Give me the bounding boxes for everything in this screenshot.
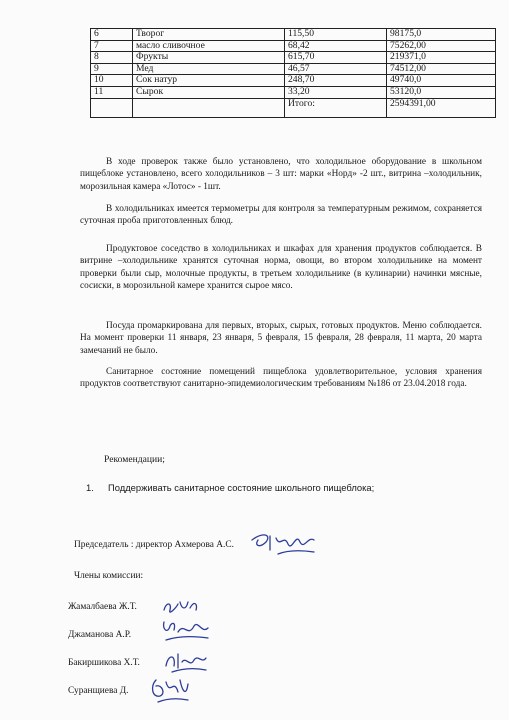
table-row <box>91 40 496 52</box>
table-row <box>91 29 496 41</box>
product-name: Фрукты <box>133 52 285 64</box>
member-name: Жамалбаева Ж.Т. <box>68 602 137 612</box>
product-sum: 98175,0 <box>387 29 496 41</box>
total-label: Итого: <box>285 98 387 117</box>
product-name: Мед <box>133 63 285 75</box>
table-row <box>91 86 496 98</box>
table-row <box>91 75 496 87</box>
paragraph-dishes: Посуда промаркирована для первых, вторых, сырых, готовых продуктов. Меню соблюдается. На момент проверки 11 января, 23 января, 5 февраля, 15 февраля, 28 февраля, 11 марта, 20 марта замечаний не было. <box>80 321 482 356</box>
row-number: 7 <box>91 40 133 52</box>
product-name: Сырок <box>133 86 285 98</box>
products-table <box>90 28 496 118</box>
paragraph-conclusion: Санитарное состояние помещений пищеблока удовлетворительное, условия хранения продуктов соответствуют санитарно-эпидемиологическим требованиям №186 от 23.04.2018 года. <box>80 367 482 390</box>
product-sum: 219371,0 <box>387 52 496 64</box>
table-row <box>91 63 496 75</box>
member-name: Бакиршикова Х.Т. <box>68 658 140 668</box>
product-name: масло сливочное <box>133 40 285 52</box>
row-number: 11 <box>91 86 133 98</box>
product-sum: 49740,0 <box>387 75 496 87</box>
product-sum: 53120,0 <box>387 86 496 98</box>
product-name: Сок натур <box>133 75 285 87</box>
row-number: 6 <box>91 29 133 41</box>
row-number: 8 <box>91 52 133 64</box>
paragraph-storage: Продуктовое соседство в холодильниках и шкафах для хранения продуктов соблюдается. В витрине –холодильнике хранятся суточная норма, овощи, во втором холодильнике на момент проверки были сыр, молочные продукты, в третьем холодильнике (в кулинарии) начинки мясные, сосиски, в морозильной камере хранится сырое мясо. <box>80 244 482 292</box>
recommendations-title: Рекомендации; <box>104 454 165 465</box>
product-quantity: 46,57 <box>285 63 387 75</box>
chair-line: Председатель : директор Ахмерова А.С. <box>74 540 234 550</box>
row-number: 10 <box>91 75 133 87</box>
row-number: 9 <box>91 63 133 75</box>
member-name: Суранщиева Д. <box>68 686 129 696</box>
product-quantity: 248,70 <box>285 75 387 87</box>
product-name: Творог <box>133 29 285 41</box>
members-label: Члены комиссии: <box>74 571 144 581</box>
member-name: Джаманова А.Р. <box>68 630 132 640</box>
product-sum: 75262,00 <box>387 40 496 52</box>
product-quantity: 615,70 <box>285 52 387 64</box>
chair-signature <box>248 528 320 562</box>
table-row <box>91 52 496 64</box>
product-sum: 74512,00 <box>387 63 496 75</box>
total-row <box>91 98 496 117</box>
member-signature <box>146 672 194 706</box>
total-value: 2594391,00 <box>387 98 496 117</box>
member-signature <box>158 616 214 644</box>
member-signature <box>160 648 212 674</box>
paragraph-thermometers: В холодильниках имеется термометры для контроля за температурным режимом, сохраняется суточная проба приготовленных блюд. <box>80 204 482 227</box>
product-quantity: 33,20 <box>285 86 387 98</box>
recommendation-item: 1. Поддерживать санитарное состояние школьного пищеблока; <box>86 482 375 493</box>
paragraph-equipment: В ходе проверок также было установлено, что холодильное оборудование в школьном пищеблоке установлено, всего холодильников – 3 шт: марки «Норд» -2 шт., витрина –холодильник, морозильная камера «Лотос» - 1шт. <box>80 157 482 192</box>
product-quantity: 115,50 <box>285 29 387 41</box>
product-quantity: 68,42 <box>285 40 387 52</box>
